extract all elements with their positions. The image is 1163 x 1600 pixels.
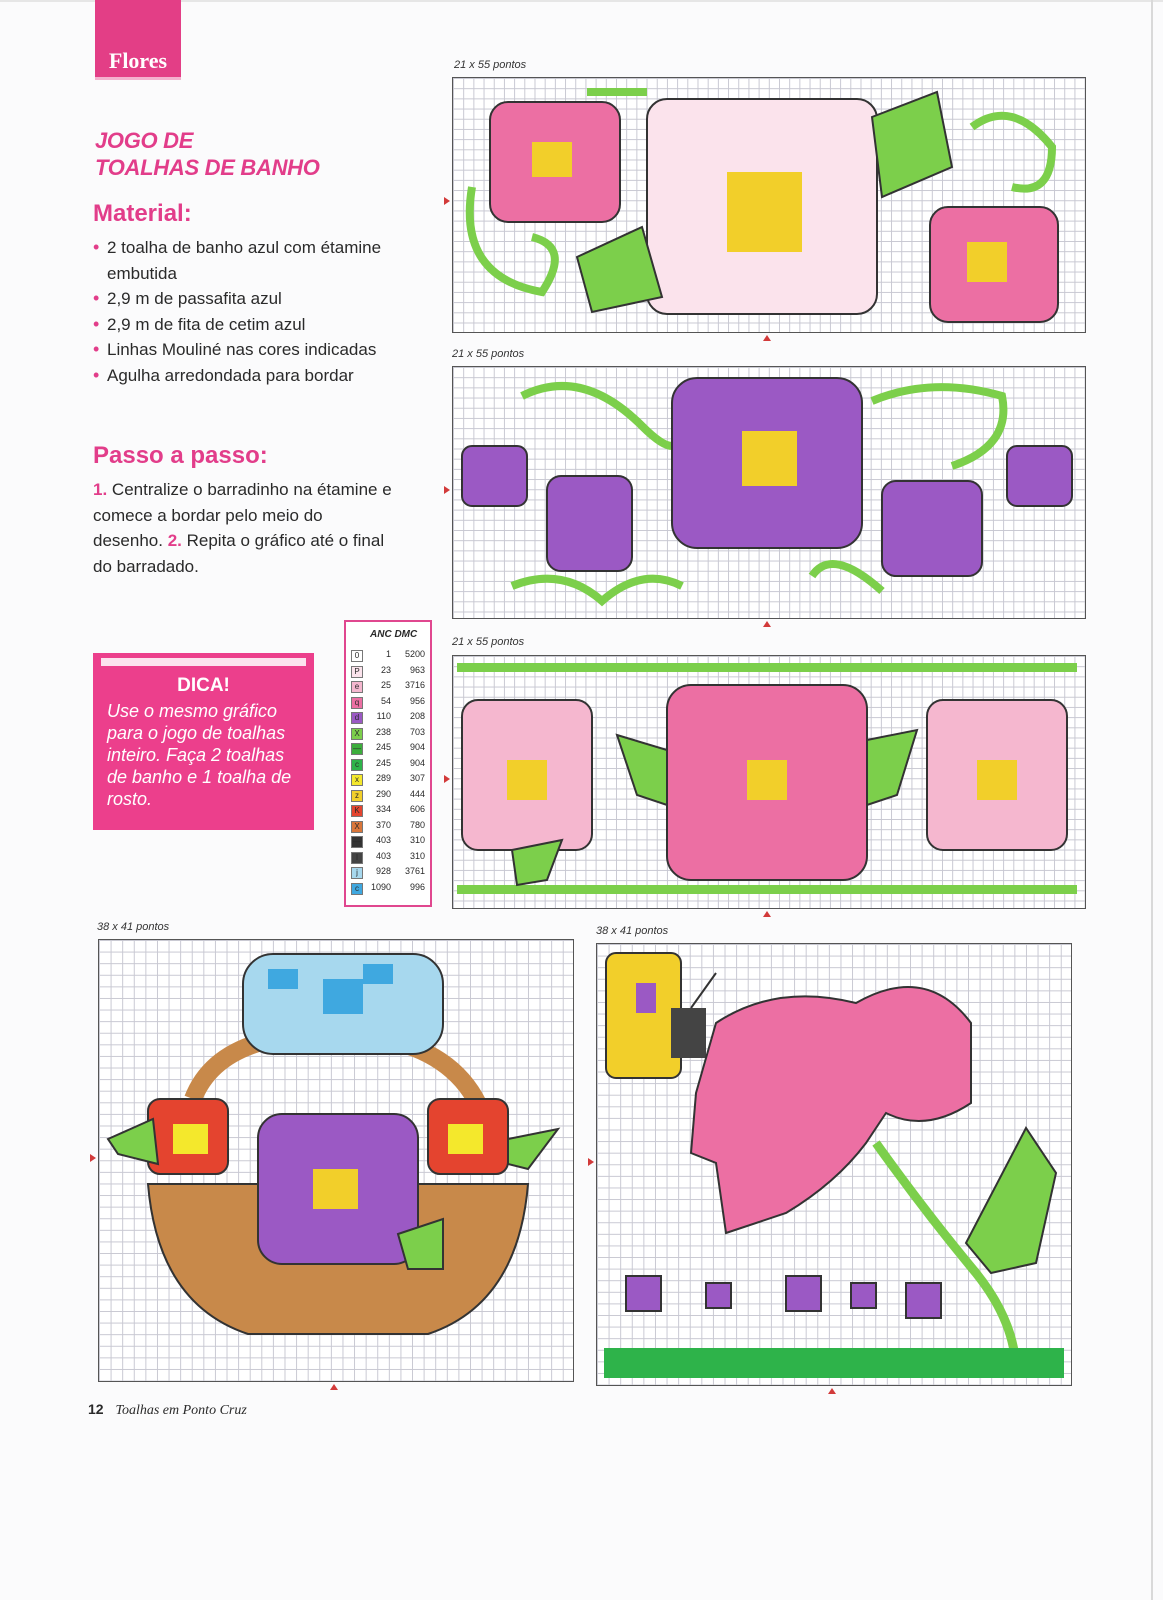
legend-row — [351, 742, 427, 756]
legend-dmc: 3716 — [404, 680, 425, 690]
passo-heading: Passo a passo: — [93, 442, 268, 469]
legend-row — [351, 665, 427, 679]
page-edge — [1151, 0, 1153, 1600]
legend-anc: 334 — [375, 804, 391, 814]
purple-flower — [258, 1114, 418, 1264]
material-heading: Material: — [93, 200, 192, 227]
legend-dmc: 956 — [409, 695, 425, 706]
legend-anc: 928 — [375, 866, 391, 876]
tip-title: DICA! — [177, 675, 230, 696]
legend-row — [351, 804, 427, 818]
pink-flower-left — [490, 102, 620, 222]
steps-text — [93, 477, 393, 579]
legend-row — [351, 696, 427, 710]
legend-symbol: P — [351, 666, 363, 678]
legend-row — [351, 882, 427, 896]
legend-anc: 238 — [375, 726, 391, 737]
legend-symbol: X — [351, 728, 363, 740]
legend-dmc: 307 — [409, 773, 425, 783]
chart-dimensions: 21 x 55 pontos — [454, 59, 527, 71]
legend-symbol: c — [351, 883, 363, 895]
legend-dmc: 963 — [409, 664, 425, 675]
legend-anc: 403 — [375, 835, 391, 845]
legend-dmc: 444 — [409, 788, 425, 799]
large-pale-flower — [647, 99, 877, 314]
legend-dmc: 904 — [409, 742, 425, 752]
legend-row — [351, 835, 427, 849]
purple-flower-large — [672, 378, 862, 548]
legend-symbol: 0 — [351, 650, 363, 662]
legend-anc: 290 — [375, 788, 391, 799]
legend-symbol: z — [351, 790, 363, 802]
material-item: • 2 toalha de banho azul com étamine embutida — [93, 235, 393, 286]
legend-symbol: e — [351, 681, 363, 693]
pink-flower-center — [667, 685, 867, 880]
legend-dmc: 904 — [409, 757, 425, 768]
page-title — [95, 127, 320, 181]
legend-row — [351, 789, 427, 803]
material-item: • 2,9 m de passafita azul — [93, 286, 393, 312]
cross-stitch-chart-3 — [452, 655, 1086, 909]
material-item: • Agulha arredondada para bordar — [93, 363, 393, 389]
tab-rule — [95, 77, 181, 80]
legend-dmc: 310 — [409, 835, 425, 845]
chart-motifs — [452, 366, 1086, 619]
cross-stitch-chart-2 — [452, 366, 1086, 619]
step-text: Repita o gráfico até o final do barradado. — [93, 531, 385, 576]
legend-row — [351, 758, 427, 772]
legend-dmc: 780 — [409, 819, 425, 830]
center-arrow-icon — [763, 621, 771, 627]
legend-symbol: K — [351, 805, 363, 817]
cross-stitch-chart-1 — [452, 77, 1086, 333]
tip-box — [93, 653, 314, 830]
butterfly — [606, 953, 716, 1078]
small-flowers — [626, 1276, 941, 1318]
legend-anc: 245 — [375, 757, 391, 768]
center-arrow-icon — [763, 911, 771, 917]
center-arrow-icon — [444, 486, 450, 494]
step-text: Centralize o barradinho na étamine e comece a bordar pelo meio do desenho. — [93, 480, 392, 550]
page-footer — [88, 1401, 247, 1419]
legend-anc: 403 — [375, 850, 391, 861]
chart-motifs — [452, 77, 1086, 333]
color-legend — [344, 620, 432, 907]
center-arrow-icon — [330, 1384, 338, 1390]
leaf — [966, 1128, 1056, 1273]
legend-anc: 370 — [375, 819, 391, 830]
step-number: 2. — [167, 531, 182, 550]
material-item: • Linhas Mouliné nas cores indicadas — [93, 337, 393, 363]
center-arrow-icon — [444, 197, 450, 205]
legend-anc: 245 — [375, 742, 391, 752]
legend-symbol: c — [351, 759, 363, 771]
legend-anc: 23 — [380, 664, 391, 675]
cross-stitch-chart-butterfly — [596, 943, 1072, 1386]
legend-dmc: 310 — [409, 850, 425, 861]
legend-symbol: d — [351, 712, 363, 724]
legend-symbol: X — [351, 821, 363, 833]
legend-row — [351, 851, 427, 865]
legend-symbol: I — [351, 852, 363, 864]
legend-symbol: x — [351, 774, 363, 786]
legend-anc: 1 — [385, 649, 391, 659]
bow-ribbon — [243, 954, 443, 1054]
legend-col-dmc: DMC — [394, 629, 418, 640]
legend-dmc: 996 — [409, 881, 425, 892]
legend-anc: 54 — [380, 695, 391, 706]
legend-dmc: 5200 — [404, 649, 425, 659]
section-tab-label: Flores — [108, 48, 168, 73]
legend-anc: 289 — [375, 773, 391, 783]
chart-motifs — [596, 943, 1072, 1386]
legend-row — [351, 649, 427, 663]
chart-dimensions: 38 x 41 pontos — [596, 925, 669, 937]
page-number: 12 — [88, 1401, 104, 1417]
chart-motifs — [452, 655, 1086, 909]
legend-row — [351, 820, 427, 834]
legend-dmc: 3761 — [404, 866, 425, 876]
legend-row — [351, 773, 427, 787]
pink-flower-right — [930, 207, 1058, 322]
tip-text: Use o mesmo gráfico para o jogo de toalhas inteiro. Faça 2 toalhas de banho e 1 toalha de rosto. — [107, 701, 292, 809]
legend-anc: 25 — [380, 680, 391, 690]
grass-border — [604, 1348, 1064, 1378]
legend-row — [351, 711, 427, 725]
legend-dmc: 703 — [409, 726, 425, 737]
chart-dimensions: 38 x 41 pontos — [97, 921, 170, 933]
title-line-2: TOALHAS DE BANHO — [95, 155, 320, 180]
legend-symbol: — — [353, 837, 361, 846]
center-arrow-icon — [763, 335, 771, 341]
cross-stitch-chart-basket — [98, 939, 574, 1382]
legend-col-anc: ANC — [370, 629, 392, 640]
chart-motifs — [98, 939, 574, 1382]
material-item: • 2,9 m de fita de cetim azul — [93, 312, 393, 338]
tip-band — [101, 658, 306, 666]
chart-dimensions: 21 x 55 pontos — [452, 348, 525, 360]
legend-anc: 1090 — [370, 881, 391, 892]
legend-symbol: q — [351, 697, 363, 709]
center-arrow-icon — [828, 1388, 836, 1394]
pink-rose — [691, 987, 971, 1233]
title-line-1: JOGO DE — [95, 128, 194, 153]
section-tab — [95, 0, 181, 80]
center-arrow-icon — [588, 1158, 594, 1166]
material-list — [93, 235, 393, 388]
legend-header — [370, 629, 417, 640]
magazine-title: Toalhas em Ponto Cruz — [115, 1403, 247, 1418]
legend-row — [351, 727, 427, 741]
legend-dmc: 606 — [409, 804, 425, 814]
step-number: 1. — [93, 480, 108, 499]
center-arrow-icon — [90, 1154, 96, 1162]
legend-symbol: j — [351, 867, 363, 879]
center-arrow-icon — [444, 775, 450, 783]
legend-symbol: — — [353, 744, 361, 753]
legend-row — [351, 866, 427, 880]
legend-dmc: 208 — [409, 711, 425, 721]
legend-anc: 110 — [376, 711, 391, 721]
legend-row — [351, 680, 427, 694]
chart-dimensions: 21 x 55 pontos — [452, 636, 525, 648]
